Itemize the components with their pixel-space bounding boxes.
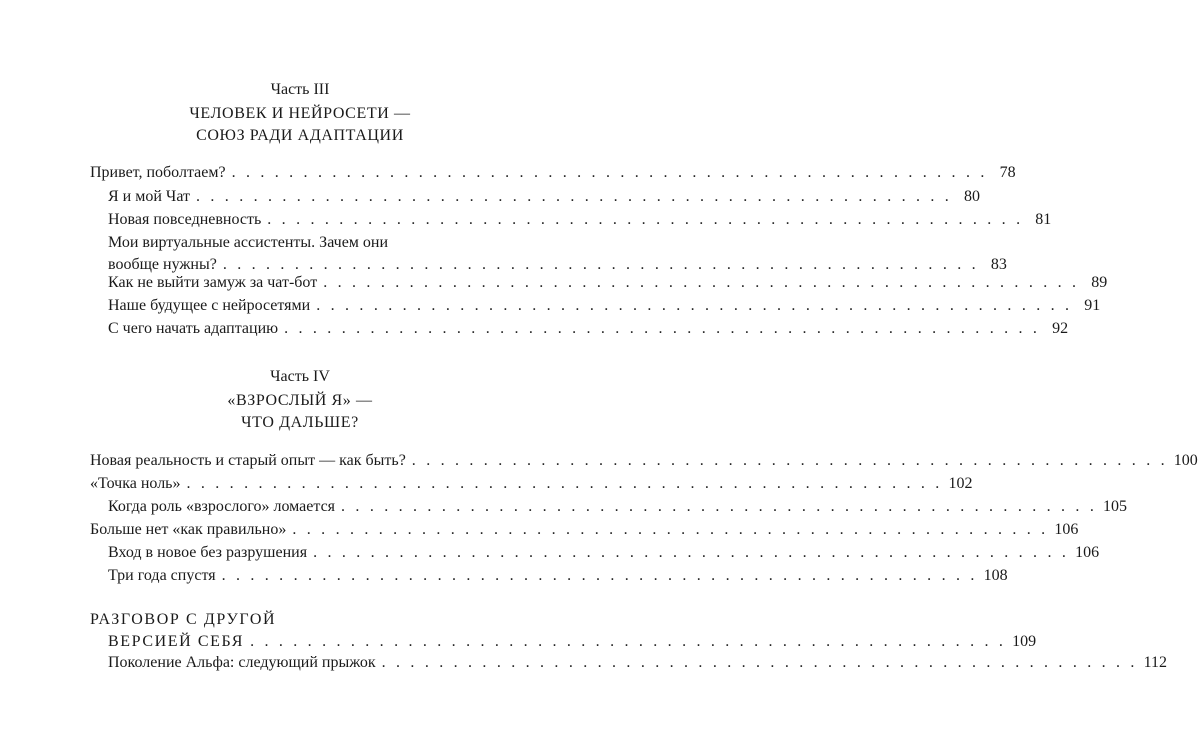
leader-dots: . . . . . . . . . . . . . . . . . . . . . . . . . . . . . . . . . . . . . . . . . . . . . . . . . . . . .: [186, 475, 943, 492]
toc-entry-title: Новая повседневность: [108, 211, 262, 228]
toc-entry-title: Три года спустя: [108, 567, 216, 584]
toc-entry: [90, 162, 1016, 184]
toc-entry-title: Как не выйти замуж за чат-бот: [108, 274, 318, 291]
leader-dots: . . . . . . . . . . . . . . . . . . . . . . . . . . . . . . . . . . . . . . . . . . . . . . . . . . . . .: [381, 654, 1138, 671]
toc-entry: [108, 565, 1008, 587]
toc-entry: [90, 473, 973, 495]
toc-entry-page: 92: [1052, 320, 1069, 337]
toc-entry: [90, 609, 1037, 653]
toc-entry: [108, 542, 1100, 564]
toc-entry-page: 100: [1173, 452, 1198, 469]
toc-entry-title-line1: РАЗГОВОР С ДРУГОЙ: [90, 611, 277, 628]
leader-dots: . . . . . . . . . . . . . . . . . . . . . . . . . . . . . . . . . . . . . . . . . . . . . . . . . . . . .: [267, 211, 1024, 228]
leader-dots: . . . . . . . . . . . . . . . . . . . . . . . . . . . . . . . . . . . . . . . . . . . . . . . . . . . . .: [316, 297, 1073, 314]
toc-entry-page: 89: [1091, 274, 1108, 291]
toc-entry-title: Когда роль «взрослого» ломается: [108, 498, 336, 515]
toc-entry-page: 102: [948, 475, 973, 492]
toc-entry-title-line1: Мои виртуальные ассистенты. Зачем они: [108, 234, 389, 251]
toc-entry-title: Привет, поболтаем?: [90, 164, 226, 181]
toc-entry-title: «Точка ноль»: [90, 475, 181, 492]
toc-entry-page: 106: [1075, 544, 1100, 561]
part-3-title-line2: СОЮЗ РАДИ АДАПТАЦИИ: [196, 127, 404, 144]
leader-dots: . . . . . . . . . . . . . . . . . . . . . . . . . . . . . . . . . . . . . . . . . . . . . . . . . . . . .: [221, 567, 978, 584]
toc-entry: [108, 496, 1128, 518]
leader-dots: . . . . . . . . . . . . . . . . . . . . . . . . . . . . . . . . . . . . . . . . . . . . . . . . . . . . .: [292, 521, 1049, 538]
part-4-title-line2: ЧТО ДАЛЬШЕ?: [241, 414, 359, 431]
part-4-label: Часть IV: [270, 368, 330, 385]
part-4-title-line1: «ВЗРОСЛЫЙ Я» —: [227, 392, 373, 409]
toc-entry-page: 78: [999, 164, 1016, 181]
toc-entry-title: Больше нет «как правильно»: [90, 521, 287, 538]
toc-entry: [108, 318, 1069, 340]
leader-dots: . . . . . . . . . . . . . . . . . . . . . . . . . . . . . . . . . . . . . . . . . . . . . . . . . . . . .: [250, 633, 1007, 650]
toc-entry-page: 106: [1054, 521, 1079, 538]
leader-dots: . . . . . . . . . . . . . . . . . . . . . . . . . . . . . . . . . . . . . . . . . . . . . . . . . . . . .: [231, 164, 988, 181]
toc-entry-title: С чего начать адаптацию: [108, 320, 279, 337]
toc-entry-title: Новая реальность и старый опыт — как быть?: [90, 452, 406, 469]
toc-entry-title: Наше будущее с нейросетями: [108, 297, 311, 314]
toc-entry: [90, 519, 1079, 541]
leader-dots: . . . . . . . . . . . . . . . . . . . . . . . . . . . . . . . . . . . . . . . . . . . . . . . . . . . . .: [313, 544, 1070, 561]
toc-entry-page: 81: [1035, 211, 1052, 228]
leader-dots: . . . . . . . . . . . . . . . . . . . . . . . . . . . . . . . . . . . . . . . . . . . . . . . . . . . . .: [411, 452, 1168, 469]
toc-entry-page: 108: [983, 567, 1008, 584]
part-3-title: [0, 103, 600, 147]
toc-entry-page: 91: [1084, 297, 1101, 314]
toc-entry-page: 83: [990, 256, 1007, 273]
toc-entry: [108, 186, 980, 208]
toc-entry: [108, 652, 1168, 674]
toc-entry: [90, 450, 1198, 472]
toc-entry: [108, 232, 1007, 276]
part-3-title-line1: ЧЕЛОВЕК И НЕЙРОСЕТИ —: [189, 105, 411, 122]
toc-entry-title: Я и мой Чат: [108, 188, 190, 205]
leader-dots: . . . . . . . . . . . . . . . . . . . . . . . . . . . . . . . . . . . . . . . . . . . . . . . . . . . . .: [196, 188, 952, 205]
toc-entry: [108, 209, 1052, 231]
toc-entry-page: 105: [1103, 498, 1128, 515]
toc-entry-title: Вход в новое без разрушения: [108, 544, 308, 561]
leader-dots: . . . . . . . . . . . . . . . . . . . . . . . . . . . . . . . . . . . . . . . . . . . . . . . . . . . . .: [284, 320, 1041, 337]
leader-dots: . . . . . . . . . . . . . . . . . . . . . . . . . . . . . . . . . . . . . . . . . . . . . . . . . . . . .: [341, 498, 1098, 515]
toc-entry: [108, 295, 1101, 317]
toc-entry-page: 112: [1143, 654, 1168, 671]
leader-dots: . . . . . . . . . . . . . . . . . . . . . . . . . . . . . . . . . . . . . . . . . . . . . . . . . . . . .: [222, 256, 979, 273]
toc-entry-page: 109: [1012, 633, 1037, 650]
toc-entry-page: 80: [964, 188, 980, 205]
part-4-title: [0, 390, 600, 434]
toc-entry-title-line2: вообще нужны?: [108, 256, 217, 273]
toc-entry: [108, 272, 1108, 294]
part-3-label: Часть III: [270, 81, 330, 98]
toc-entry-title-line2: ВЕРСИЕЙ СЕБЯ: [108, 633, 245, 650]
leader-dots: . . . . . . . . . . . . . . . . . . . . . . . . . . . . . . . . . . . . . . . . . . . . . . . . . . . . .: [323, 274, 1080, 291]
toc-entry-title: Поколение Альфа: следующий прыжок: [108, 654, 376, 671]
